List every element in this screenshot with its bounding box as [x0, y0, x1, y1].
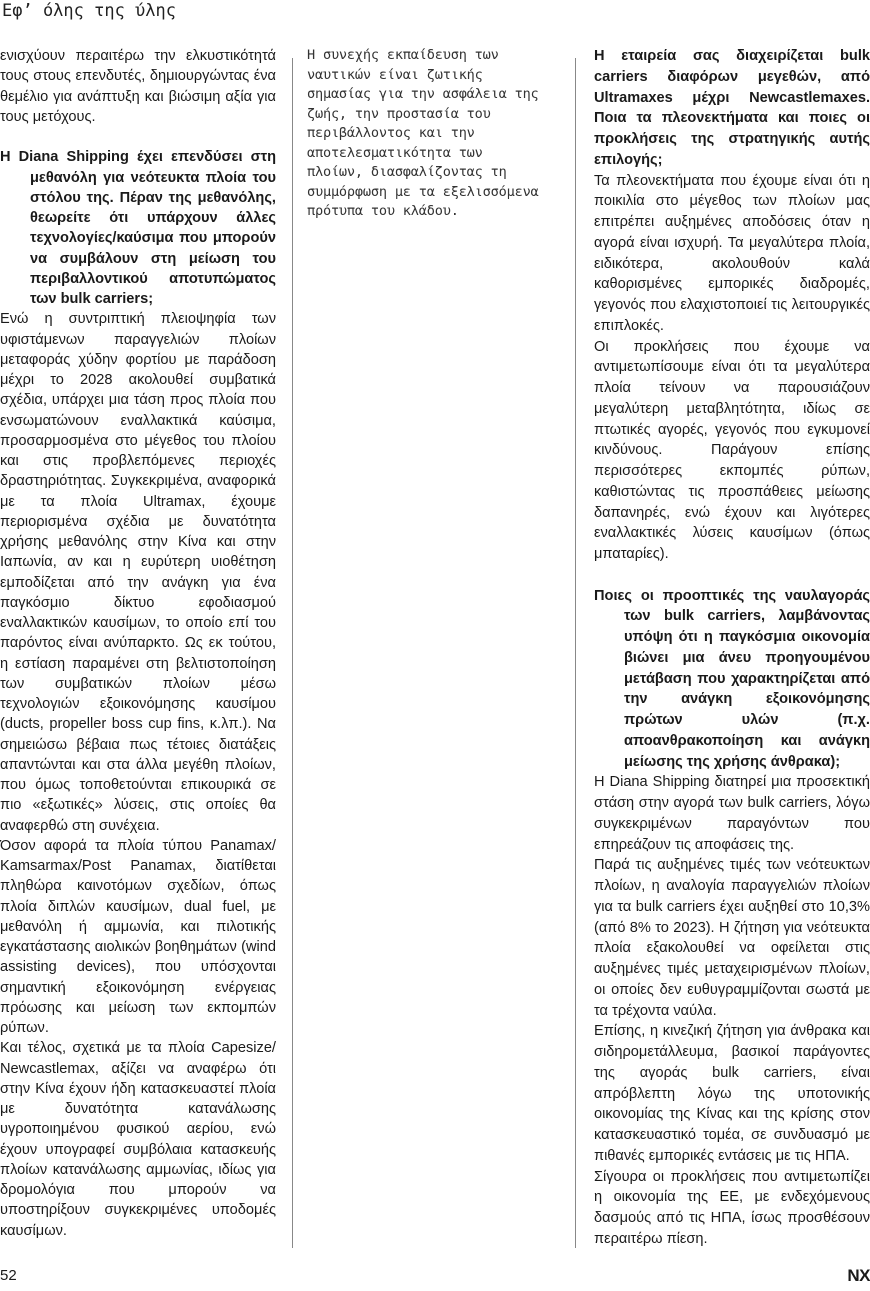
- paragraph: Οι προκλήσεις που έχουμε να αντιμετωπίσουμε είναι ότι τα μεγαλύτερα πλοία τείνουν να παρουσιάζουν μεγαλύτερη μεταβλητότητα, ιδίως σε πτωτικές αγορές, γεγονός που εγκυμονεί κινδύνους. Παράγουν επίσης περισσότερες εκπομπές ρύπων, καθιστώντας τις προσπάθειες μείωσης δαπανηρές, ενώ έχουν και λιγότερες εναλλακτικές λύσεις καυσίμων (όπως μπαταρίες).: [594, 338, 870, 562]
- pull-quote: Η συνεχής εκπαίδευση των ναυτικών είναι ζωτικής σημασίας για την ασφάλεια της ζωής, την προστασία του περιβάλλοντος και την αποτελεσματικότητα των πλοίων, διασφαλίζοντας τη συμμόρφωση με τα εξελισσόμενα πρότυπα του κλάδου.: [307, 47, 539, 219]
- article-column-left: [0, 46, 276, 1241]
- paragraph: Παρά τις αυξημένες τιμές των νεότευκτων πλοίων, η αναλογία παραγγελιών πλοίων για τα bulk carriers έχει αυξηθεί στο 10,3% (από 8% το 2023). Η ζήτηση για νεότευκτα πλοία εξακολουθεί να οφείλεται στις αυξημένες τιμές μεταχειρισμένων πλοίων, οι οποίες δεν ευθυγραμμίζονται σωστά με τα τρέχοντα ναύλα.: [594, 857, 870, 1019]
- interview-question: Η Diana Shipping έχει επενδύσει στη μεθανόλη για νεότευκτα πλοία του στόλου της. Πέραν της μεθανόλης, θεωρείτε ότι υπάρχουν άλλες τεχνολογίες/καύσιμα που μπορούν να συμβάλουν στη μείωση του περιβαλλοντικού αποτυπώματος των bulk carriers;: [0, 149, 276, 307]
- paragraph: Όσον αφορά τα πλοία τύπου Panamax/ Kamsarmax/Post Panamax, διατίθεται πληθώρα καινοτόμων σχεδίων, όπως πλοία διπλών καυσίμων, dual fuel, με μεθανόλη ή αμμωνία, και πιλοτικής εγκατάστασης αιολικών βοηθημάτων (wind assisting devices), που υπόσχονται σημαντική εξοικονόμηση ενέργειας πρόωσης και μείωση των εκπομπών ρύπων.: [0, 837, 276, 1036]
- paragraph: Και τέλος, σχετικά με τα πλοία Capesize/ Newcastlemax, αξίζει να αναφέρω ότι στην Κίνα έχουν ήδη κατασκευαστεί πλοία με δυνατότητα κατανάλωσης υγροποιημένου φυσικού αερίου, ενώ έχουν υπογραφεί συμβόλαια κατασκευής πλοίων κατανάλωσης αμμωνίας, ιδίως για δρομολόγια που μπορούν να υποστηρίξουν συγκεκριμένες υποδομές καυσίμων.: [0, 1040, 276, 1239]
- paragraph: Επίσης, η κινεζική ζήτηση για άνθρακα και σιδηρομετάλλευμα, βασικοί παράγοντες της αγοράς bulk carriers, είναι απρόβλεπτη λόγω της υποτονικής οικονομίας της Κίνας και της κρίσης στον κατασκευαστικό τομέα, σε συνδυασμό με πιθανές εμπορικές εντάσεις με τις ΗΠΑ.: [594, 1023, 870, 1164]
- paragraph: Ενώ η συντριπτική πλειοψηφία των υφιστάμενων παραγγελιών πλοίων μεταφοράς χύδην φορτίου με παράδοση μέχρι το 2028 ακολουθεί συμβατικά σχέδια, υπάρχει μια τάση προς πλοία που ενσωματώνουν εναλλακτικά καύσιμα, προσαρμοσμένα στο μέγεθος του πλοίου και στις προβλεπόμενες περιοχές δραστηριότητας. Συγκεκριμένα, αναφορικά με τα πλοία Ultramax, έχουμε περιορισμένα σχέδια με δυνατότητα χρήσης μεθανόλης στην Κίνα και στην Ιαπωνία, αν και η ευρύτερη υιοθέτηση εμποδίζεται από την ανάγκη για ένα παγκόσμιο δίκτυο εφοδιασμού εναλλακτικών καυσίμων, το οποίο επί του παρόντος είναι ανύπαρκτο. Ως εκ τούτου, η εστίαση παραμένει στη βελτιστοποίηση των συμβατικών πλοίων μέσω τεχνολογιών εξοικονόμησης καυσίμου (ducts, propeller boss cup fins, κ.λπ.). Να σημειώσω βέβαια πως τέτοιες διατάξεις απαντώνται και στα άλλα μεγέθη πλοίων, που όμως τοποθετούνται επικουρικά σε πιο «εξωτικές» λύσεις, στις οποίες θα αναφερθώ στη συνέχεια.: [0, 311, 276, 834]
- interview-question: Ποιες οι προοπτικές της ναυλαγοράς των bulk carriers, λαμβάνοντας υπόψη ότι η παγκόσμια οικονομία βιώνει μια άνευ προηγουμένου μετάβαση που χαρακτηρίζεται από την ανάγκη εξοικονόμησης πρώτων υλών (π.χ. αποανθρακοποίηση και ανάγκη μείωσης της χρήσης άνθρακα);: [594, 587, 870, 770]
- paragraph: Σίγουρα οι προκλήσεις που αντιμετωπίζει η οικονομία της ΕΕ, με ενδεχόμενους δασμούς από τις ΗΠΑ, ίσως προσθέσουν περαιτέρω πίεση.: [594, 1168, 870, 1247]
- paragraph: Η Diana Shipping διατηρεί μια προσεκτική στάση στην αγορά των bulk carriers, λόγω συγκεκριμένων παραγόντων που επηρεάζουν τις αποφάσεις της.: [594, 774, 870, 853]
- magazine-logo: NX: [847, 1266, 870, 1285]
- page-number: 52: [0, 1267, 17, 1284]
- article-column-right: [594, 46, 870, 1250]
- interview-question: Η εταιρεία σας διαχειρίζεται bulk carriers διαφόρων μεγεθών, από Ultramaxes μέχρι Newcastlemaxes. Ποια τα πλεονεκτήματα και ποιες οι προκλήσεις της στρατηγικής αυτής επιλογής;: [594, 48, 870, 168]
- column-divider: [575, 58, 576, 1248]
- paragraph: Τα πλεονεκτήματα που έχουμε είναι ότι η ποικιλία στο μέγεθος των πλοίων μας επιτρέπει αυξημένες αποδόσεις όταν η αγορά είναι ισχυρή. Τα μεγαλύτερα πλοία, ειδικότερα, ακολουθούν καλά καθορισμένες εμπορικές διαδρομές, γεγονός που ελαχιστοποιεί τις λειτουργικές επιπλοκές.: [594, 172, 870, 334]
- column-divider: [292, 58, 293, 1248]
- section-header: Εφ’ όλης της ύλης: [2, 1, 176, 21]
- paragraph: ενισχύουν περαιτέρω την ελκυστικότητά τους στους επενδυτές, δημιουργώντας ένα θεμέλιο για ανάπτυξη και βιώσιμη αξία για τους μετόχους.: [0, 48, 276, 125]
